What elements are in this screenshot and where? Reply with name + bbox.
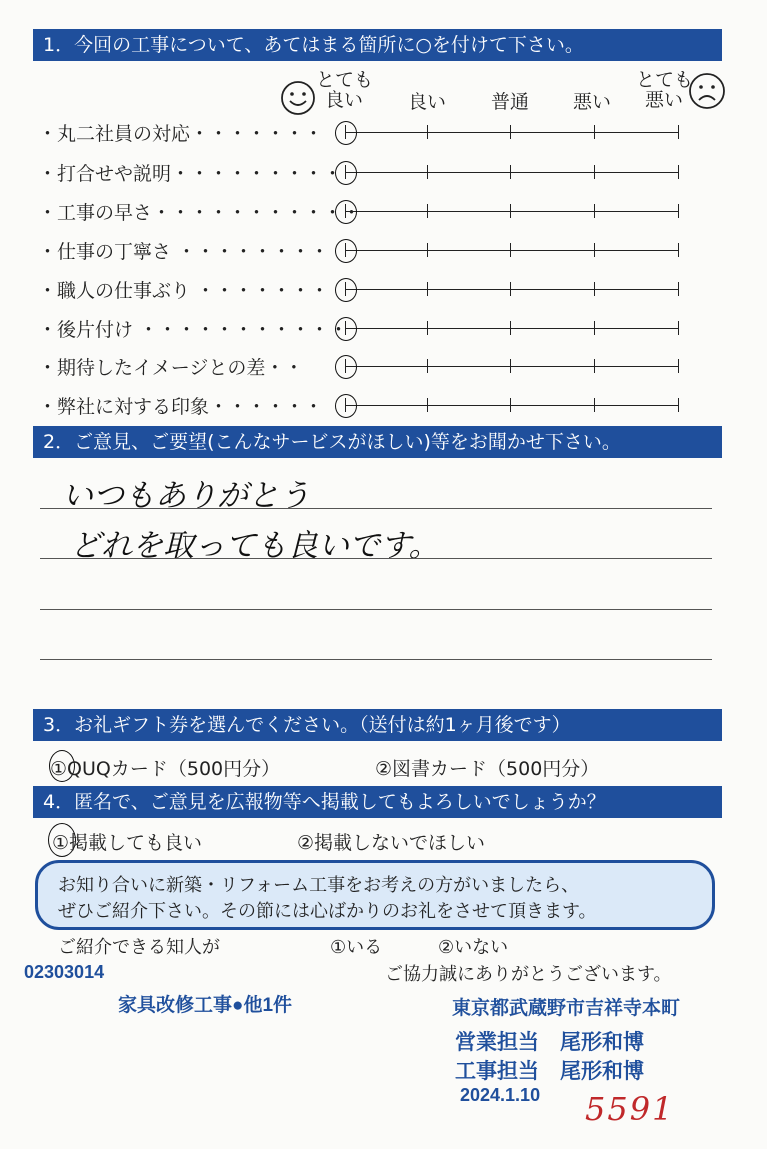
selection-circle [335, 355, 357, 379]
rating-item-label: ・後片付け ・・・・・・・・・・・ [38, 319, 349, 341]
rating-scale-line [345, 328, 678, 329]
gift-option-book-card[interactable]: ②図書カード（500円分） [375, 758, 600, 780]
note-line-2: ぜひご紹介下さい。その節には心ばかりのお礼をさせて頂きます。 [58, 901, 597, 922]
comment-line-2: どれを取っても良いです。 [70, 528, 440, 564]
rating-option-normal[interactable] [510, 282, 511, 296]
rating-option-good[interactable] [427, 204, 428, 218]
rating-option-bad[interactable] [594, 165, 595, 179]
handwritten-number: 5591 [585, 1090, 675, 1128]
rating-option-good[interactable] [427, 359, 428, 373]
construction-rep: 工事担当 尾形和博 [455, 1060, 644, 1083]
comment-rule [40, 609, 712, 610]
rating-option-normal[interactable] [510, 204, 511, 218]
comment-rule [40, 659, 712, 660]
rating-item-label: ・職人の仕事ぶり ・・・・・・・ [38, 280, 330, 302]
rating-item-label: ・期待したイメージとの差・・ [38, 357, 304, 379]
comment-rule [40, 508, 712, 509]
rating-scale-line [345, 250, 678, 251]
smiley-face-icon [280, 80, 316, 116]
rating-option-very-bad[interactable] [678, 243, 679, 257]
rating-option-bad[interactable] [594, 125, 595, 139]
rating-option-normal[interactable] [510, 165, 511, 179]
rating-option-good[interactable] [427, 243, 428, 257]
rating-scale-line [345, 132, 678, 133]
rating-item-label: ・仕事の丁寧さ ・・・・・・・・ [38, 241, 330, 263]
gift-option-quo-card[interactable]: ①QUQカード（500円分） [50, 758, 281, 780]
selection-circle [335, 121, 357, 145]
rating-item-label: ・打合せや説明・・・・・・・・・ [38, 163, 343, 185]
rating-scale-line [345, 172, 678, 173]
rating-option-very-bad[interactable] [678, 165, 679, 179]
rating-item-label: ・丸二社員の対応・・・・・・・ [38, 123, 324, 145]
section4-heading: 4．匿名で、ご意見を広報物等へ掲載してもよろしいでしょうか？ [33, 786, 722, 818]
scale-normal: 普通 [490, 91, 529, 113]
scale-very-good: とても 良い [316, 69, 374, 111]
selection-circle [335, 278, 357, 302]
referral-yes-option[interactable]: ①いる [330, 937, 383, 958]
note-line-1: お知り合いに新築・リフォーム工事をお考えの方がいましたら、 [58, 875, 580, 896]
rating-option-good[interactable] [427, 398, 428, 412]
rating-option-good[interactable] [427, 321, 428, 335]
rating-option-bad[interactable] [594, 243, 595, 257]
rating-scale-line [345, 366, 678, 367]
rating-option-very-bad[interactable] [678, 398, 679, 412]
rating-option-very-bad[interactable] [678, 282, 679, 296]
selection-circle [335, 200, 357, 224]
rating-option-very-bad[interactable] [678, 359, 679, 373]
thanks-message: ご協力誠にありがとうございます。 [385, 964, 672, 985]
rating-option-good[interactable] [427, 125, 428, 139]
section3-heading: 3．お礼ギフト券を選んでください。（送付は約1ヶ月後です） [33, 709, 722, 741]
selection-circle [335, 394, 357, 418]
rating-option-very-bad[interactable] [678, 321, 679, 335]
company-location: 東京都武蔵野市吉祥寺本町 [452, 998, 681, 1019]
survey-date: 2024.1.10 [460, 1085, 541, 1105]
rating-option-bad[interactable] [594, 282, 595, 296]
scale-very-bad: とても 悪い [636, 69, 694, 111]
scale-bad: 悪い [572, 91, 611, 113]
scale-good: 良い [407, 91, 446, 113]
rating-scale-line [345, 211, 678, 212]
rating-option-very-bad[interactable] [678, 204, 679, 218]
rating-item-label: ・弊社に対する印象・・・・・・ [38, 396, 324, 418]
referral-no-option[interactable]: ②いない [438, 937, 509, 958]
comment-line-1: いつもありがとう [62, 478, 310, 514]
selection-circle [335, 239, 357, 263]
referral-note-box [35, 860, 715, 930]
rating-option-bad[interactable] [594, 204, 595, 218]
rating-option-bad[interactable] [594, 321, 595, 335]
rating-option-normal[interactable] [510, 398, 511, 412]
referral-label: ご紹介できる知人が [58, 937, 220, 958]
rating-option-good[interactable] [427, 165, 428, 179]
rating-item-label: ・工事の早さ・・・・・・・・・・・ [38, 202, 362, 224]
frowning-face-icon [688, 72, 726, 110]
rating-option-very-bad[interactable] [678, 125, 679, 139]
selection-circle [335, 161, 357, 185]
sales-rep: 営業担当 尾形和博 [455, 1031, 644, 1054]
rating-option-good[interactable] [427, 282, 428, 296]
customer-code: 02303014 [24, 962, 105, 982]
rating-scale-line [345, 405, 678, 406]
rating-option-bad[interactable] [594, 398, 595, 412]
rating-option-normal[interactable] [510, 321, 511, 335]
rating-option-bad[interactable] [594, 359, 595, 373]
publish-option-no[interactable]: ②掲載しないでほしい [297, 832, 486, 854]
work-type: 家具改修工事●他1件 [118, 995, 293, 1016]
selection-circle [335, 317, 357, 341]
rating-option-normal[interactable] [510, 125, 511, 139]
section2-heading: 2．ご意見、ご要望(こんなサービスがほしい)等をお聞かせ下さい。 [33, 426, 722, 458]
comment-rule [40, 558, 712, 559]
rating-scale-line [345, 289, 678, 290]
rating-option-normal[interactable] [510, 243, 511, 257]
publish-option-ok[interactable]: ①掲載しても良い [52, 832, 203, 854]
rating-option-normal[interactable] [510, 359, 511, 373]
section1-heading: 1．今回の工事について、あてはまる箇所に○を付けて下さい。 [33, 29, 722, 61]
